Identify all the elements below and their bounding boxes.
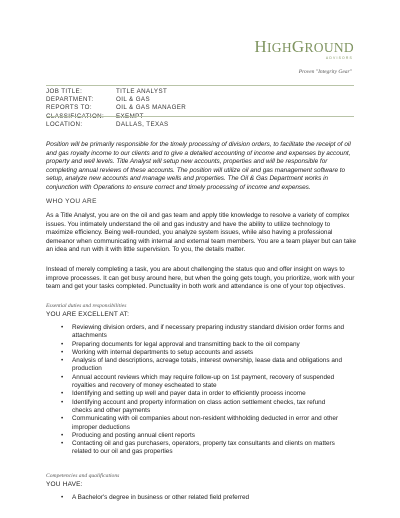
- company-logo: [254, 37, 354, 60]
- list-item: • Annual account reviews which may require follow-up on 1st payment, recovery of suspended royalties and recovery of money escheated to state: [46, 374, 346, 391]
- list-item: • Identifying account and property information on class action settlement checks, tax refund checks and other payments: [46, 399, 346, 416]
- duties-heading: YOU ARE EXCELLENT AT:: [46, 311, 130, 318]
- meta-row-department: [46, 96, 186, 104]
- who-you-are-paragraph-1: As a Title Analyst, you are on the oil and gas team and apply title knowledge to resolve a variety of complex issues. You intimately understand the oil and gas industry and have the ability to utilize technology to maximize efficiency. Being well-rounded, you analyze system issues, while also having a professional demeanor when communicating with internal and external team members. You are a team player but can take an idea and run with it with little supervision. To you, the details matter.: [46, 212, 357, 253]
- meta-value: OIL & GAS: [116, 96, 150, 104]
- meta-value: DALLAS, TEXAS: [116, 120, 169, 128]
- duties-subheading: Essential duties and responsibilities: [46, 303, 127, 309]
- meta-row-location: [46, 121, 186, 129]
- list-item: • Reviewing division orders, and if necessary preparing industry standard division order forms and attachments: [46, 324, 346, 341]
- duties-list: [46, 324, 346, 457]
- meta-key: REPORTS TO:: [46, 104, 93, 112]
- list-item: • Preparing documents for legal approval and transmitting back to the oil company: [46, 341, 346, 349]
- meta-key: CLASSIFICATION:: [46, 112, 105, 120]
- meta-key: DEPARTMENT:: [46, 96, 94, 104]
- logo-subtitle: ADVISORS: [325, 56, 353, 60]
- meta-value: TITLE ANALYST: [116, 88, 168, 95]
- meta-row-reports-to: [46, 104, 186, 112]
- list-item: • Working with internal departments to setup accounts and assets: [46, 349, 346, 357]
- list-item: • Analysis of land descriptions, acreage totals, interest ownership, lease data and obligations and production: [46, 357, 346, 374]
- list-item: • Identifying and setting up well and payer data in order to efficiently process income: [46, 390, 346, 398]
- list-item: • Producing and posting annual client reports: [46, 432, 346, 440]
- competencies-list: [46, 494, 346, 502]
- list-item: • Communicating with oil companies about non-resident withholding deducted in error and other improper deductions: [46, 415, 346, 432]
- meta-row-job-title: [46, 88, 186, 96]
- section-heading-who-you-are: WHO YOU ARE: [46, 198, 97, 205]
- meta-key: LOCATION:: [46, 120, 83, 128]
- who-you-are-paragraph-2: Instead of merely completing a task, you are about challenging the status quo and offer insight on ways to improve processes. It can get busy around here, but when the going gets tough, you prioritize, work with your team and get your tasks completed. Punctuality in both work and attendance is one of your top objectives.: [46, 266, 355, 290]
- meta-value: OIL & GAS MANAGER: [116, 104, 187, 112]
- meta-value: EXEMPT: [116, 112, 144, 120]
- list-item: • A Bachelor's degree in business or other related field preferred: [46, 494, 346, 502]
- position-summary: Position will be primarily responsible for the timely processing of division orders, to facilitate the receipt of oil and gas royalty income to our clients and to give a detailed accounting of income and expenses by account, property and well levels. Title Analyst will setup new accounts, properties and will be responsible for completing annual reviews of these accounts. The position will utilize oil and gas management software to setup, analyze new accounts and manage wells and properties. The Oil & Gas Department works in conjunction with Operations to ensure correct and timely processing of income and expenses.: [46, 141, 351, 191]
- competencies-subheading: Competencies and qualifications: [46, 473, 120, 479]
- meta-key: JOB TITLE:: [46, 88, 83, 95]
- logo-wordmark: HIGHGROUND: [254, 37, 354, 56]
- header-divider-bottom: [46, 116, 354, 117]
- competencies-heading: YOU HAVE:: [46, 481, 83, 488]
- logo-tagline: Proven "Integrity Gear": [298, 69, 352, 75]
- header-divider-top: [46, 85, 354, 86]
- list-item: • Contacting oil and gas purchasers, operators, property tax consultants and clients on matters related to our oil and gas properties: [46, 440, 346, 457]
- job-meta-table: [46, 88, 186, 129]
